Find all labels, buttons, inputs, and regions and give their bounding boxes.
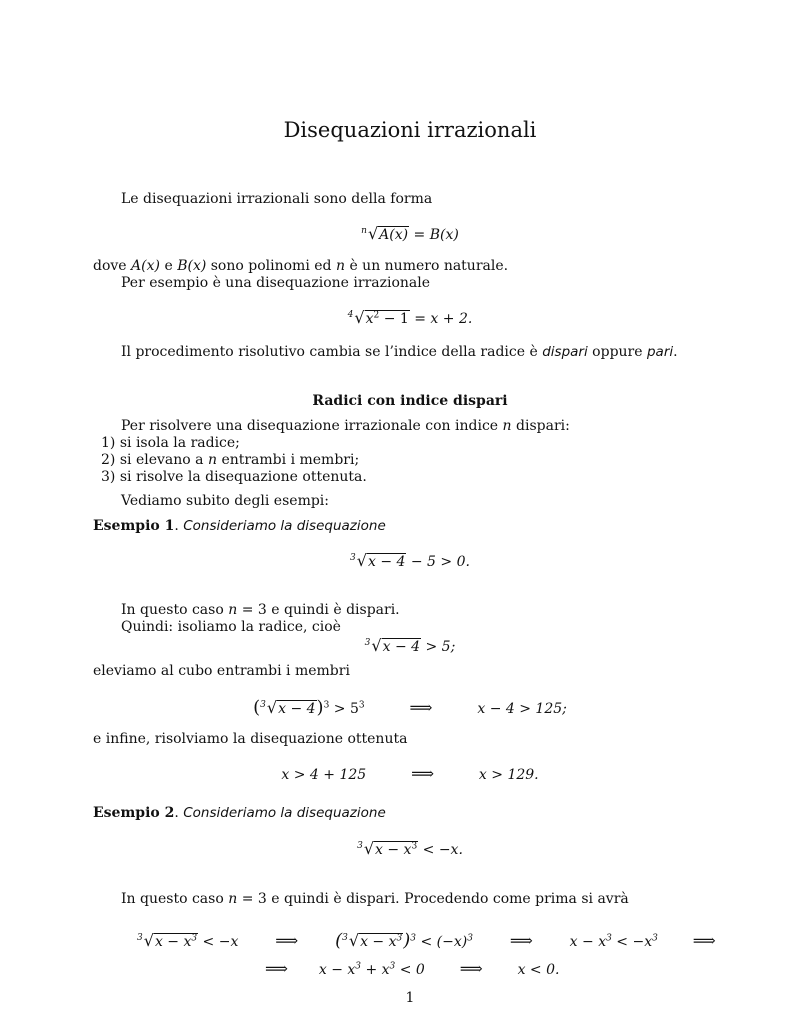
- example1-case: In questo caso n = 3 e quindi è dispari.: [121, 602, 400, 618]
- implies-arrow: ⟹: [509, 931, 533, 950]
- implies-arrow: ⟹: [265, 959, 288, 978]
- example1-cube-text: eleviamo al cubo entrambi i membri: [93, 663, 350, 679]
- example1-formula: $^3$√x − 4 − 5 > 0.: [350, 551, 470, 570]
- example2-chain-line1: $^3√x - x^3 < -x$ ⟹ $(^3√x - x^3)^3 < (-x)^3$ ⟹ $x - x^3 < -x^3$ ⟹: [137, 930, 716, 951]
- example-intro: Per esempio è una disequazione irrazionale: [121, 275, 431, 291]
- cube-root: $^3√x - x^3$: [342, 931, 403, 950]
- example1-isolate-text: Quindi: isoliamo la radice, cioè: [121, 619, 341, 635]
- implies-arrow: ⟹: [459, 959, 483, 978]
- cube-root: $^3$√x − 4: [350, 551, 406, 570]
- dove-paragraph: dove A(x) e B(x) sono polinomi ed n è un numero naturale.: [93, 258, 509, 274]
- example2-formula: $^3√x - x^3 < -x$.: [357, 839, 463, 858]
- formula-general: $^n$√A(x) = B(x): [361, 224, 459, 243]
- cube-root: $^3√x - x^3$: [137, 931, 198, 950]
- implies-arrow: ⟹: [692, 931, 716, 950]
- nth-root: $^n$√A(x): [361, 224, 409, 243]
- step-item-1: 1) si isola la radice;: [101, 435, 240, 451]
- vediamo-paragraph: Vediamo subito degli esempi:: [121, 493, 329, 509]
- intro-paragraph: Le disequazioni irrazionali sono della forma: [121, 191, 433, 207]
- cube-root: $^3$√x − 4: [364, 636, 421, 655]
- cube-root: $^3√x - x^3$: [357, 839, 418, 858]
- implies-arrow: ⟹: [411, 764, 435, 783]
- example2-case: In questo caso n = 3 e quindi è dispari. Procedendo come prima si avrà: [121, 891, 629, 907]
- example2-chain-line2: ⟹ $x - x^3 + x^3 < 0$ ⟹ x < 0.: [265, 959, 560, 978]
- section-heading: Radici con indice dispari: [312, 393, 508, 409]
- section-intro: Per risolvere una disequazione irrazionale con indice n dispari:: [121, 418, 570, 434]
- example1-isolated-formula: $^3$√x − 4 > 5;: [364, 636, 456, 655]
- step-item-3: 3) si risolve la disequazione ottenuta.: [101, 469, 367, 485]
- formula-example: $^4√x^2 - 1 = x + 2$.: [347, 308, 473, 327]
- example2-heading: Esempio 2. Consideriamo la disequazione: [93, 805, 386, 821]
- implies-arrow: ⟹: [409, 698, 433, 717]
- implies-arrow: ⟹: [275, 931, 299, 950]
- example1-finally-text: e infine, risolviamo la disequazione ottenuta: [93, 731, 408, 747]
- example1-cube-formula: $(^3√x - 4)^3 > 5^3$ ⟹ x − 4 > 125;: [253, 697, 567, 718]
- cube-root: $^3$√x − 4: [260, 698, 316, 717]
- page-number: 1: [405, 990, 415, 1006]
- fourth-root: $^4√x^2 - 1$: [347, 308, 409, 327]
- document-title: Disequazioni irrazionali: [283, 118, 537, 142]
- step-item-2: 2) si elevano a n entrambi i membri;: [101, 452, 360, 468]
- example1-heading: Esempio 1. Consideriamo la disequazione: [93, 518, 386, 534]
- procedure-paragraph: Il procedimento risolutivo cambia se l’indice della radice è dispari oppure pari.: [121, 344, 678, 360]
- example1-final-formula: x > 4 + 125 ⟹ x > 129.: [281, 764, 539, 783]
